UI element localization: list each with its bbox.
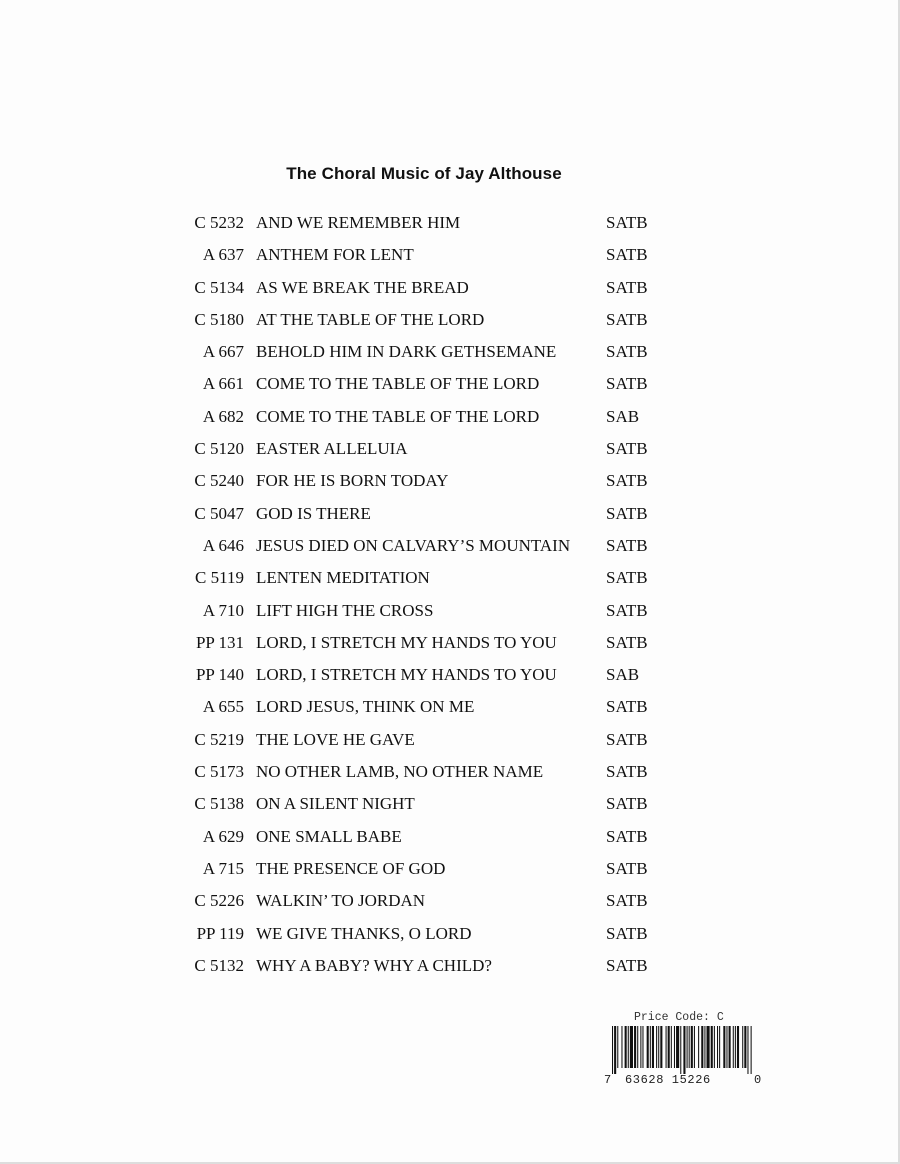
barcode-bar [723, 1026, 725, 1068]
catalog-voicing: SAB [606, 406, 640, 426]
catalog-voicing: SATB [606, 277, 648, 297]
barcode-bar [744, 1026, 746, 1068]
catalog-row [0, 465, 900, 497]
barcode-bar [668, 1026, 670, 1068]
catalog-number: PP 131 [195, 632, 244, 652]
barcode-bar [660, 1026, 662, 1068]
catalog-voicing: SATB [606, 762, 648, 782]
barcode-bar [674, 1026, 675, 1068]
barcode-bar [647, 1026, 649, 1068]
catalog-title: LIFT HIGH THE CROSS [256, 600, 434, 620]
catalog-row [0, 562, 900, 594]
barcode-bar [733, 1026, 734, 1068]
catalog-row [0, 401, 900, 433]
catalog-row [0, 918, 900, 950]
barcode-bar [704, 1026, 705, 1068]
catalog-number: A 682 [202, 406, 244, 426]
barcode-bar [650, 1026, 651, 1068]
catalog-title: COME TO THE TABLE OF THE LORD [256, 374, 540, 394]
catalog-voicing: SATB [606, 891, 648, 911]
catalog-title: LORD, I STRETCH MY HANDS TO YOU [256, 665, 557, 685]
catalog-row [0, 530, 900, 562]
catalog-voicing: SATB [606, 632, 648, 652]
catalog-row [0, 368, 900, 400]
catalog-number: A 710 [202, 600, 244, 620]
catalog-voicing: SATB [606, 245, 648, 265]
catalog-number: A 661 [202, 374, 244, 394]
catalog-number: PP 119 [196, 923, 244, 943]
barcode-bar [701, 1026, 703, 1068]
catalog-row [0, 788, 900, 820]
barcode-bar [625, 1026, 627, 1068]
catalog-row [0, 498, 900, 530]
barcode-bar [671, 1026, 672, 1068]
barcode-bar [656, 1026, 657, 1068]
catalog-voicing: SATB [606, 309, 648, 329]
catalog-voicing: SATB [606, 923, 648, 943]
catalog-title: EASTER ALLELUIA [256, 439, 408, 459]
catalog-voicing: SATB [606, 600, 648, 620]
barcode-bar [689, 1026, 690, 1068]
catalog-number: C 5119 [195, 568, 244, 588]
catalog-row [0, 304, 900, 336]
barcode-bar [612, 1026, 613, 1074]
catalog-title: FOR HE IS BORN TODAY [256, 471, 449, 491]
barcode-bar [742, 1026, 743, 1068]
barcode-bar [719, 1026, 720, 1068]
catalog-row [0, 239, 900, 271]
catalog-voicing: SATB [606, 729, 648, 749]
catalog-number: C 5180 [194, 309, 244, 329]
page-title: The Choral Music of Jay Althouse [286, 164, 562, 183]
catalog-number: C 5120 [194, 439, 244, 459]
catalog-row [0, 595, 900, 627]
catalog-row [0, 627, 900, 659]
catalog-row [0, 950, 900, 982]
catalog-title: COME TO THE TABLE OF THE LORD [256, 406, 540, 426]
catalog-title: ANTHEM FOR LENT [256, 245, 414, 265]
catalog-title: ONE SMALL BABE [256, 826, 402, 846]
barcode-bar [698, 1026, 699, 1068]
catalog-number: A 646 [202, 535, 244, 555]
catalog-number: C 5232 [194, 213, 244, 232]
barcode-main-digits: 63628 15226 [625, 1073, 711, 1087]
catalog-row [0, 885, 900, 917]
catalog-title: AS WE BREAK THE BREAD [256, 277, 469, 297]
barcode-bar [640, 1026, 641, 1068]
catalog-voicing: SATB [606, 503, 648, 523]
catalog-title: LENTEN MEDITATION [256, 568, 430, 588]
catalog-number: C 5047 [194, 503, 244, 523]
catalog-title: JESUS DIED ON CALVARY’S MOUNTAIN [256, 535, 571, 555]
catalog-number: C 5132 [194, 955, 244, 975]
catalog-number: A 637 [202, 245, 244, 265]
catalog-number: C 5240 [194, 471, 244, 491]
barcode-bar [680, 1026, 681, 1074]
catalog-number: C 5138 [194, 794, 244, 814]
barcode-bar [614, 1026, 616, 1074]
catalog-title: GOD IS THERE [256, 503, 371, 523]
catalog-voicing: SATB [606, 794, 648, 814]
catalog-row [0, 821, 900, 853]
catalog-voicing: SATB [606, 697, 648, 717]
barcode-bar [691, 1026, 693, 1068]
barcode-bar [676, 1026, 679, 1068]
catalog-row [0, 756, 900, 788]
barcode-bar [694, 1026, 695, 1068]
barcode-bar [737, 1026, 739, 1068]
catalog-number: A 715 [202, 858, 244, 878]
barcode-bar [707, 1026, 710, 1068]
barcode [604, 1026, 764, 1090]
catalog-voicing: SATB [606, 826, 648, 846]
catalog-title: THE LOVE HE GAVE [256, 729, 415, 749]
catalog-row [0, 272, 900, 304]
barcode-bar [711, 1026, 713, 1068]
catalog-row [0, 724, 900, 756]
catalog-title: THE PRESENCE OF GOD [256, 858, 446, 878]
catalog-row [0, 336, 900, 368]
catalog-row [0, 207, 900, 239]
catalog-number: A 629 [202, 826, 244, 846]
barcode-bar [628, 1026, 629, 1068]
barcode-bar [642, 1026, 643, 1068]
price-code: Price Code: C [634, 1011, 724, 1024]
catalog-row [0, 433, 900, 465]
barcode-bar [751, 1026, 752, 1074]
barcode-bars [612, 1026, 752, 1074]
catalog-number: C 5226 [194, 891, 244, 911]
catalog-voicing: SATB [606, 213, 648, 232]
catalog-voicing: SATB [606, 342, 648, 362]
barcode-bar [735, 1026, 736, 1068]
catalog-voicing: SATB [606, 374, 648, 394]
catalog-title: WALKIN’ TO JORDAN [256, 891, 426, 911]
catalog-title: WHY A BABY? WHY A CHILD? [256, 955, 492, 975]
barcode-bar [637, 1026, 638, 1068]
catalog-number: A 667 [202, 342, 244, 362]
catalog-number: A 655 [202, 697, 244, 717]
barcode-bar [634, 1026, 636, 1068]
catalog-title: LORD JESUS, THINK ON ME [256, 697, 475, 717]
barcode-bar [652, 1026, 654, 1068]
catalog-number: C 5134 [194, 277, 244, 297]
barcode-bar [621, 1026, 622, 1068]
catalog-voicing: SATB [606, 568, 648, 588]
catalog-number: PP 140 [195, 665, 244, 685]
catalog-voicing: SATB [606, 471, 648, 491]
barcode-trail-digit: 0 [754, 1073, 762, 1087]
barcode-bar [726, 1026, 727, 1068]
catalog-row [0, 691, 900, 723]
catalog-voicing: SATB [606, 439, 648, 459]
catalog-title: AT THE TABLE OF THE LORD [256, 309, 485, 329]
catalog-title: NO OTHER LAMB, NO OTHER NAME [256, 762, 544, 782]
barcode-bar [714, 1026, 715, 1068]
catalog-number: C 5219 [194, 729, 244, 749]
barcode-bar [617, 1026, 618, 1068]
barcode-lead-digit: 7 [604, 1073, 612, 1087]
barcode-bar [747, 1026, 748, 1074]
barcode-bar [729, 1026, 731, 1068]
catalog-voicing: SATB [606, 535, 648, 555]
catalog-list [0, 207, 900, 982]
catalog-title: ON A SILENT NIGHT [256, 794, 415, 814]
catalog-title: WE GIVE THANKS, O LORD [256, 923, 472, 943]
catalog-title: BEHOLD HIM IN DARK GETHSEMANE [256, 342, 557, 362]
barcode-bar [683, 1026, 685, 1074]
catalog-voicing: SATB [606, 858, 648, 878]
barcode-bar [687, 1026, 688, 1068]
barcode-bar [630, 1026, 633, 1068]
catalog-title: LORD, I STRETCH MY HANDS TO YOU [256, 632, 557, 652]
catalog-number: C 5173 [194, 762, 244, 782]
barcode-bar [666, 1026, 667, 1068]
catalog-row [0, 659, 900, 691]
catalog-voicing: SATB [606, 955, 648, 975]
catalog-title: AND WE REMEMBER HIM [256, 213, 461, 232]
catalog-row [0, 853, 900, 885]
catalog-voicing: SAB [606, 665, 640, 685]
barcode-bar [658, 1026, 659, 1068]
barcode-bar [717, 1026, 718, 1068]
